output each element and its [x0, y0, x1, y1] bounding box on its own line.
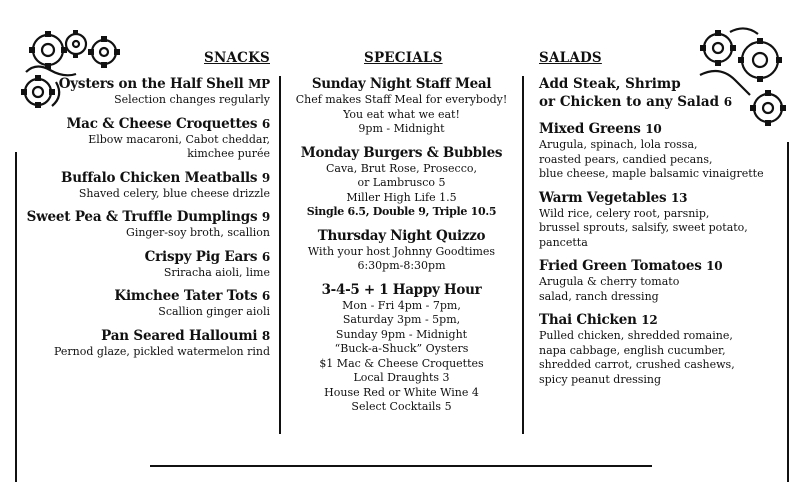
- special-line: or Lambrusco 5: [357, 176, 446, 189]
- salad-intro-line-1: Add Steak, Shrimp: [539, 76, 681, 92]
- special-line: House Red or White Wine 4: [324, 385, 479, 399]
- item-description: Arugula, spinach, lola rossa,: [539, 138, 698, 151]
- item-name: Warm Vegetables: [539, 189, 667, 206]
- item-name: Fried Green Tomatoes: [539, 258, 702, 274]
- special-line: With your host Johnny Goodtimes: [307, 244, 496, 258]
- item-description: brussel sprouts, salsify, sweet potato,: [539, 221, 748, 234]
- menu-item: [10, 209, 270, 241]
- item-name: Crispy Pig Ears: [144, 248, 258, 265]
- specials-heading: SPECIALS: [364, 50, 443, 66]
- salad-add-protein-note: [539, 76, 779, 111]
- snacks-column: [10, 76, 270, 367]
- snacks-heading: SNACKS: [204, 50, 270, 66]
- menu-item: [10, 249, 270, 281]
- item-name: Mixed Greens: [539, 121, 641, 137]
- menu-item: [539, 258, 779, 304]
- item-description: roasted pears, candied pecans,: [539, 152, 713, 166]
- item-description: kimchee purée: [187, 147, 270, 160]
- item-name: Sweet Pea & Truffle Dumplings: [26, 209, 258, 225]
- special-line: Saturday 3pm - 5pm,: [342, 313, 461, 326]
- item-description: spicy peanut dressing: [539, 372, 662, 386]
- special-line: 6:30pm-8:30pm: [357, 259, 446, 272]
- item-price: 12: [641, 313, 658, 327]
- special-line: Sunday 9pm - Midnight: [335, 327, 468, 341]
- special-line: Local Draughts 3: [353, 371, 450, 384]
- item-price: 10: [706, 259, 723, 273]
- item-description: napa cabbage, english cucumber,: [539, 343, 726, 357]
- item-name: Pan Seared Halloumi: [101, 327, 258, 344]
- special-name: Thursday Night Quizzo: [317, 227, 486, 244]
- special-line-bold: Single 6.5, Double 9, Triple 10.5: [306, 205, 497, 218]
- right-border: [787, 142, 789, 482]
- item-price: 10: [645, 122, 662, 136]
- special-name: Sunday Night Staff Meal: [311, 76, 492, 92]
- item-description: Arugula & cherry tomato: [539, 275, 680, 288]
- item-description: pancetta: [539, 235, 588, 249]
- special-line: Miller High Life 1.5: [346, 190, 457, 204]
- item-description: shredded carrot, crushed cashews,: [539, 358, 735, 371]
- item-price: 8: [261, 328, 270, 343]
- item-name: Oysters on the Half Shell: [58, 76, 244, 92]
- menu-item: [10, 170, 270, 202]
- special-item: [283, 76, 520, 137]
- item-description: Elbow macaroni, Cabot cheddar,: [88, 132, 270, 146]
- special-line: “Buck-a-Shuck” Oysters: [334, 342, 469, 355]
- special-item: [283, 228, 520, 274]
- item-price: 9: [261, 170, 270, 185]
- menu-item: [539, 312, 779, 387]
- special-line: Chef makes Staff Meal for everybody!: [295, 93, 508, 106]
- special-name: Monday Burgers & Bubbles: [300, 144, 503, 161]
- column-divider-1: [279, 76, 281, 434]
- item-description: salad, ranch dressing: [539, 289, 659, 303]
- item-price: 6: [261, 289, 270, 303]
- special-line: $1 Mac & Cheese Croquettes: [319, 356, 484, 370]
- item-description: Ginger-soy broth, scallion: [126, 226, 270, 239]
- item-price: 9: [261, 210, 270, 224]
- item-description: Wild rice, celery root, parsnip,: [539, 206, 710, 220]
- menu-item: [539, 121, 779, 182]
- menu-item: [10, 288, 270, 320]
- special-name: 3-4-5 + 1 Happy Hour: [321, 281, 482, 298]
- menu-item: [539, 190, 779, 251]
- item-name: Buffalo Chicken Meatballs: [60, 169, 258, 186]
- special-line: Cava, Brut Rose, Prosecco,: [325, 161, 477, 175]
- special-item: [283, 282, 520, 415]
- item-price: MP: [248, 77, 270, 91]
- salads-heading: SALADS: [539, 50, 602, 66]
- salad-intro-line-2: or Chicken to any Salad: [539, 93, 720, 110]
- special-line: You eat what we eat!: [343, 107, 460, 121]
- salad-intro-price: 6: [723, 94, 733, 109]
- menu-item: [10, 328, 270, 360]
- item-price: 6: [261, 249, 270, 264]
- item-price: 6: [261, 116, 270, 131]
- item-name: Kimchee Tater Tots: [114, 288, 258, 304]
- special-line: Mon - Fri 4pm - 7pm,: [342, 298, 461, 312]
- item-price: 13: [670, 190, 688, 205]
- special-line: 9pm - Midnight: [358, 122, 445, 135]
- item-description: Scallion ginger aioli: [158, 305, 270, 318]
- menu-item: [10, 116, 270, 162]
- special-line: Select Cocktails 5: [351, 400, 452, 413]
- item-name: Thai Chicken: [539, 312, 637, 328]
- item-description: Shaved celery, blue cheese drizzle: [78, 186, 270, 200]
- special-item: [283, 145, 520, 220]
- item-description: Selection changes regularly: [114, 93, 270, 106]
- item-description: blue cheese, maple balsamic vinaigrette: [539, 167, 764, 180]
- item-description: Pulled chicken, shredded romaine,: [539, 329, 733, 342]
- item-name: Mac & Cheese Croquettes: [66, 115, 258, 132]
- menu-item: [10, 76, 270, 108]
- salads-column: [539, 76, 779, 395]
- item-description: Sriracha aioli, lime: [163, 265, 270, 279]
- bottom-divider: [150, 465, 652, 467]
- specials-column: [283, 76, 520, 423]
- item-description: Pernod glaze, pickled watermelon rind: [53, 344, 270, 358]
- column-divider-2: [522, 76, 524, 434]
